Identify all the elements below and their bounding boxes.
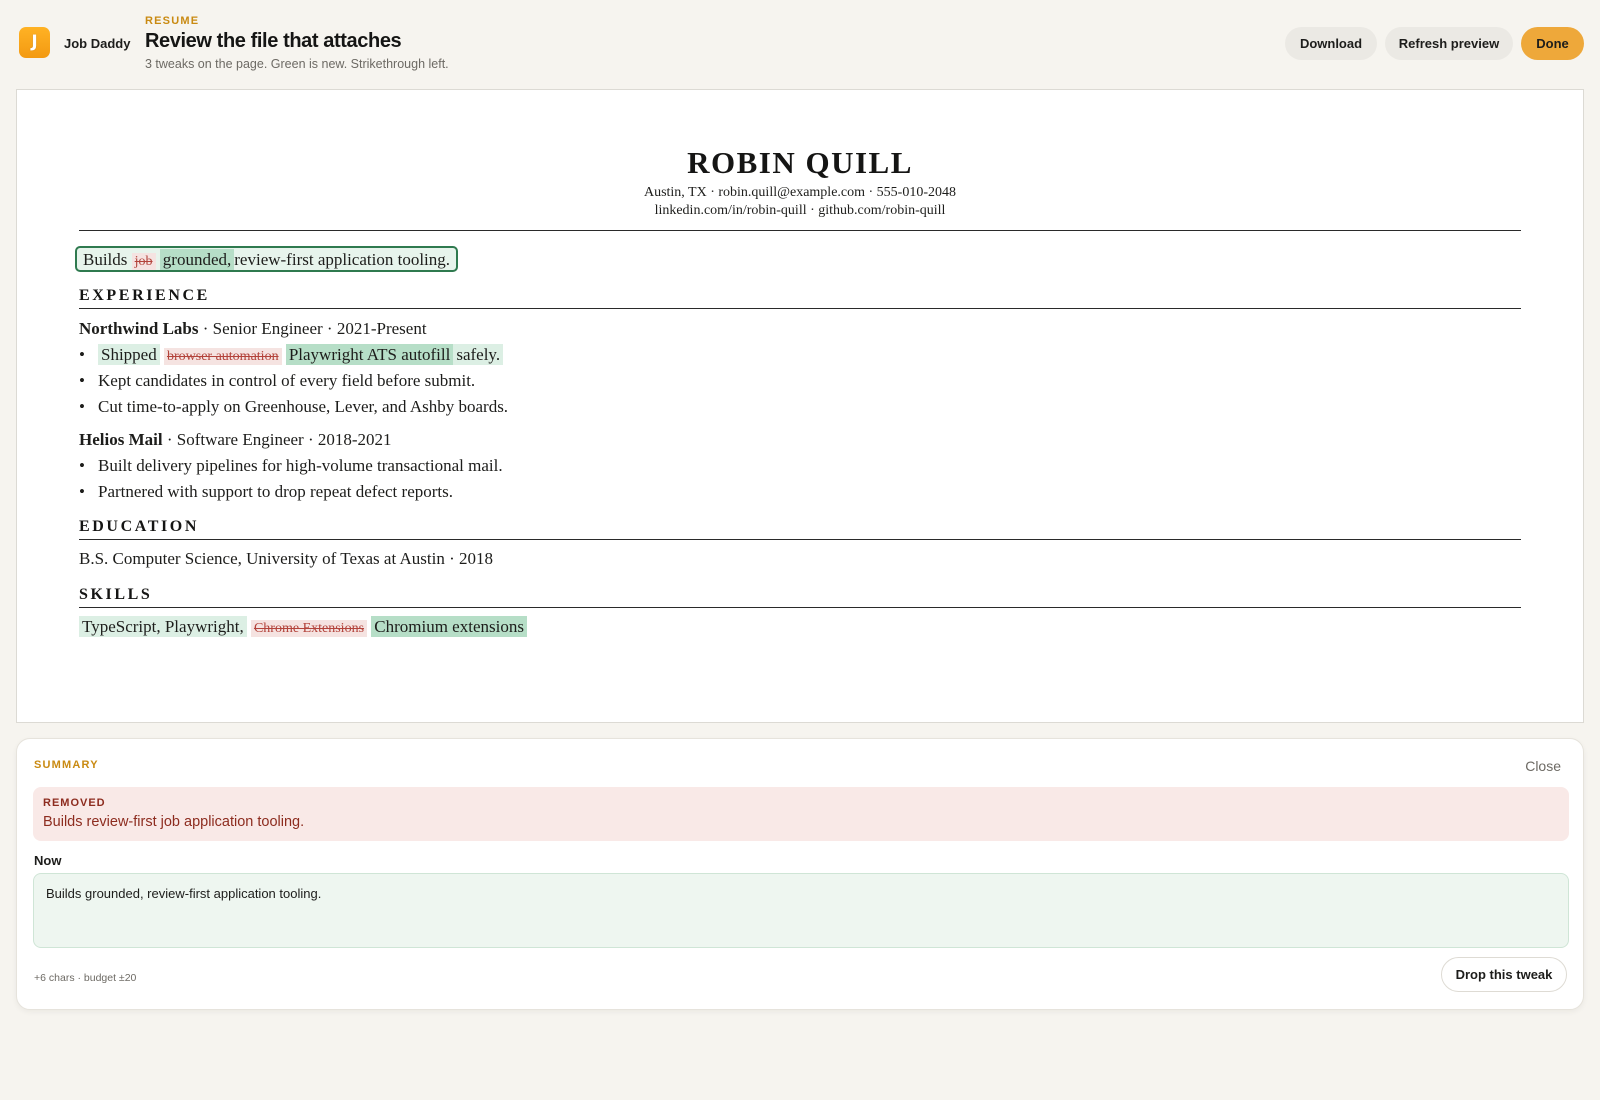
bullet-dot: •	[79, 345, 85, 364]
header-rule	[79, 230, 1521, 231]
download-button[interactable]: Download	[1285, 27, 1377, 60]
added-text: Chromium extensions	[371, 616, 527, 637]
summary-tweak[interactable]	[75, 246, 458, 272]
education-line: B.S. Computer Science, University of Texas at Austin · 2018	[79, 549, 494, 568]
logo-glyph: J	[31, 32, 38, 52]
added-text: grounded,	[160, 249, 234, 270]
section-rule	[79, 539, 1521, 540]
bullet-text: Cut time-to-apply on Greenhouse, Lever, and Ashby boards.	[98, 397, 509, 416]
section-heading-education: EDUCATION	[79, 518, 200, 535]
page-subtitle: 3 tweaks on the page. Green is new. Strikethrough left.	[145, 57, 449, 71]
panel-eyebrow: SUMMARY	[34, 759, 99, 771]
bullet-tweak[interactable]	[79, 345, 503, 365]
now-label: Now	[34, 853, 62, 868]
now-textarea[interactable]	[33, 873, 1569, 948]
jd-logo-icon	[19, 27, 50, 58]
added-text: Playwright ATS autofill	[286, 344, 454, 365]
close-button[interactable]: Close	[1525, 758, 1561, 774]
skills-prefix: TypeScript, Playwright,	[79, 616, 247, 637]
resume-preview	[16, 89, 1584, 723]
resume-contact-line-2: linkedin.com/in/robin-quill · github.com/robin-quill	[654, 203, 946, 218]
summary-prefix: Builds	[83, 250, 128, 269]
section-heading-skills: SKILLS	[79, 586, 153, 603]
summary-suffix: review-first application tooling.	[234, 250, 451, 269]
removed-label: REMOVED	[43, 797, 106, 809]
job-meta: · Senior Engineer · 2021-Present	[198, 319, 427, 338]
char-budget: +6 chars · budget ±20	[34, 972, 137, 984]
job-meta: · Software Engineer · 2018-2021	[162, 430, 392, 449]
list-item: • Built delivery pipelines for high-volume transactional mail.	[79, 456, 503, 475]
company-name: Northwind Labs	[79, 319, 199, 338]
removed-text: browser automation	[164, 348, 282, 365]
refresh-preview-button[interactable]: Refresh preview	[1385, 27, 1513, 60]
bullet-prefix: Shipped	[98, 344, 160, 365]
list-item: • Cut time-to-apply on Greenhouse, Lever, and Ashby boards.	[79, 397, 509, 416]
section-rule	[79, 308, 1521, 309]
drop-tweak-button[interactable]: Drop this tweak	[1441, 957, 1567, 992]
removed-text: Builds review-first job application tooling.	[43, 814, 305, 830]
top-bar	[0, 0, 1600, 86]
list-item: • Kept candidates in control of every field before submit.	[79, 371, 476, 390]
section-rule	[79, 607, 1521, 608]
bullet-text: Built delivery pipelines for high-volume transactional mail.	[98, 456, 503, 475]
page-title: Review the file that attaches	[145, 30, 402, 52]
section-eyebrow: RESUME	[145, 15, 200, 27]
skills-tweak[interactable]	[79, 617, 527, 637]
removed-text: job	[132, 253, 156, 270]
resume-name: ROBIN QUILL	[687, 145, 913, 180]
company-name: Helios Mail	[79, 430, 163, 449]
job-header	[79, 430, 392, 450]
job-header	[79, 319, 427, 339]
resume-contact-line-1: Austin, TX · robin.quill@example.com · 555-010-2048	[643, 185, 957, 200]
bullet-text: Partnered with support to drop repeat defect reports.	[98, 482, 453, 501]
section-heading-experience: EXPERIENCE	[79, 287, 210, 304]
list-item: • Partnered with support to drop repeat defect reports.	[79, 482, 453, 501]
bullet-text: Kept candidates in control of every field before submit.	[98, 371, 476, 390]
app-name: Job Daddy	[64, 36, 131, 51]
done-button[interactable]: Done	[1521, 27, 1584, 60]
bullet-suffix: safely.	[453, 344, 503, 365]
removed-text: Chrome Extensions	[251, 620, 367, 637]
removed-box	[33, 787, 1569, 841]
tweak-detail-panel	[16, 738, 1584, 1010]
